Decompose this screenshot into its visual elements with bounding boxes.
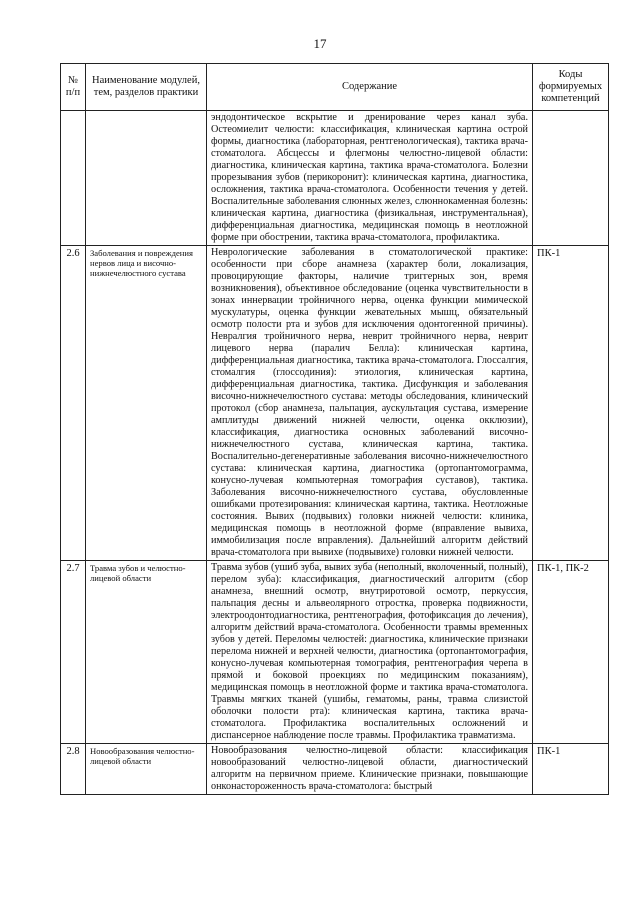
header-num: № п/п (61, 64, 86, 111)
table-row (61, 246, 609, 561)
table-header-row (61, 64, 609, 111)
row-content: эндодонтическое вскрытие и дренирование через канал зуба. Остеомиелит челюсти: классификация, клиническая картина острой формы, диагностика (лабораторная, рентгенологическая), тактика врача-стоматолога. Абсцессы и флегмоны челюстно-лицевой области: диагностика, клиническая картина, тактика врача-стоматолога. Болезни прорезывания зубов (перикоронит): клиническая картина, диагностика, осложнения, тактика врача-стоматолога. Особенности течения у детей. Воспалительные заболевания слюнных желез, слюннокаменная болезнь: клиническая картина, диагностика (физикальная, инструментальная), дифференциальная диагностика, медицинская помощь в неотложной форме при обострении, тактика врача-стоматолога, профилактика. (207, 111, 533, 246)
table-row (61, 561, 609, 744)
row-name: Заболевания и повреждения нервов лица и височно-нижнечелюстного сустава (86, 246, 207, 561)
practice-modules-table (60, 63, 609, 795)
row-num: 2.7 (61, 561, 86, 744)
header-codes: Коды формируемых компетенций (533, 64, 609, 111)
row-content: Неврологические заболевания в стоматологической практике: особенности при сборе анамнеза (характер боли, локализация, провоцирующие факторы, наличие триггерных зон, время возникновения), объективное обследование (оценка чувствительности в зонах иннервации тройничного нерва, оценка функции мимической мускулатуры, оценка функции жевательных мышц, обязательный осмотр полости рта и зубов для исключения одонтогенной причины). Невралгия тройничного нерва, неврит тройничного нерва, неврит лицевого нерва (паралич Белла): клиническая картина, дифференциальная диагностика, тактика врача-стоматолога. Глоссалгия, стомалгия (глоссодиния): этиология, клиническая картина, дифференциальная диагностика, тактика. Дисфункция и заболевания височно-нижнечелюстного сустава: методы обследования, клинический протокол (сбор анамнеза, пальпация, аускультация сустава, измерение амплитуды движений нижней челюсти, оценка окклюзии), классификация, диагностика основных заболеваний височно-нижнечелюстного сустава, клиническая картина, тактика. Воспалительно-дегенеративные заболевания височно-нижнечелюстного сустава: клиническая картина, диагностика (ортопантомограмма, конусно-лучевая компьютерная томография суставов), тактика. Заболевания височно-нижнечелюстного сустава, обусловленные ошибками протезирования: клиническая картина, тактика. Неотложные состояния. Вывих (подвывих) головки нижней челюсти: клиника, медицинская помощь в неотложной форме (вправление вывиха, иммобилизация после вправления). Дальнейший алгоритм действий врача-стоматолога при вывихе (подвывихе) головки нижней челюсти. (207, 246, 533, 561)
table-row (61, 744, 609, 795)
row-name: Новообразования челюстно-лицевой области (86, 744, 207, 795)
row-codes: ПК-1, ПК-2 (533, 561, 609, 744)
table-row (61, 111, 609, 246)
row-num (61, 111, 86, 246)
row-content: Травма зубов (ушиб зуба, вывих зуба (неполный, вколоченный, полный), перелом зуба): классификация, диагностический алгоритм (сбор анамнеза, внешний осмотр, внутриротовой осмотр, перкуссия, пальпация десны и альвеолярного отростка, проверка подвижности, электроодонтодиагностика, рентгенография, фотофиксация до лечения), алгоритм действий врача-стоматолога. Особенности травмы временных зубов у детей. Переломы челюстей: диагностика, клинические признаки перелома нижней и верхней челюсти, диагностика (ортопантомография, конусно-лучевая компьютерная томография, рентгенография черепа в прямой и боковой проекциях по медицинским показаниям), медицинская помощь в неотложной форме и тактика врача-стоматолога. Травмы мягких тканей (ушибы, гематомы, раны, травма слизистой оболочки полости рта): клиническая картина, тактика врача-стоматолога. Профилактика воспалительных осложнений и диспансерное наблюдение после травмы. Профилактика травматизма. (207, 561, 533, 744)
row-num: 2.6 (61, 246, 86, 561)
header-name: Наименование модулей, тем, разделов практики (86, 64, 207, 111)
row-name: Травма зубов и челюстно-лицевой области (86, 561, 207, 744)
row-content: Новообразования челюстно-лицевой области: классификация новообразований челюстно-лицевой области, диагностический алгоритм на первичном приеме. Клинические признаки, повышающие онконастороженность врача-стоматолога: быстрый (207, 744, 533, 795)
row-num: 2.8 (61, 744, 86, 795)
row-name (86, 111, 207, 246)
row-codes: ПК-1 (533, 246, 609, 561)
page-number: 17 (313, 36, 327, 51)
row-codes (533, 111, 609, 246)
row-codes: ПК-1 (533, 744, 609, 795)
header-content: Содержание (207, 64, 533, 111)
